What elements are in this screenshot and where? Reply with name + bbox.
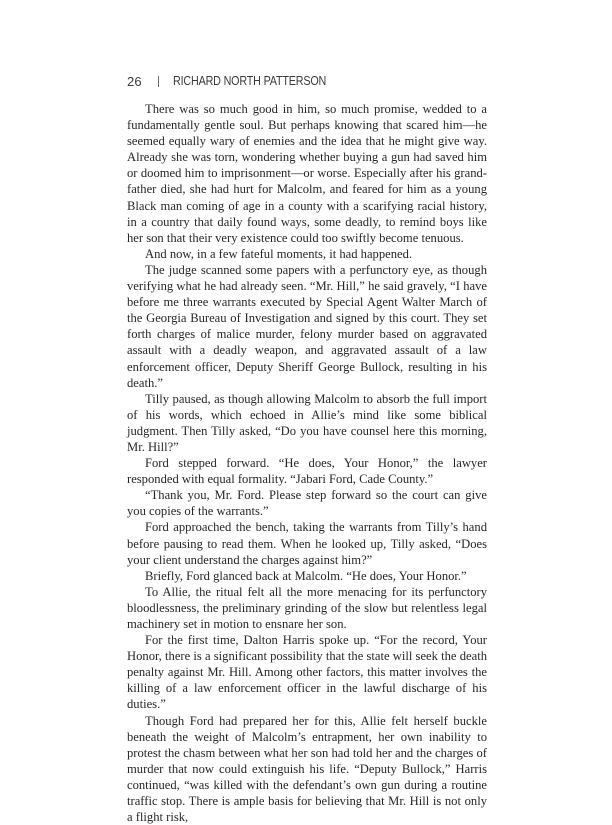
paragraph: Ford stepped forward. “He does, Your Honor,” the lawyer responded with equal formality. “Jabari Ford, Cade County.” — [127, 456, 487, 487]
paragraph: To Allie, the ritual felt all the more menacing for its perfunctory bloodlessness, the preliminary grinding of the slow but relentless legal machinery set in motion to ensnare her son. — [127, 584, 487, 631]
paragraph: Ford approached the bench, taking the warrants from Tilly’s hand before pausing to read them. When he looked up, Tilly asked, “Does your client understand the charges against him?” — [127, 520, 487, 567]
paragraph: Briefly, Ford glanced back at Malcolm. “He does, Your Honor.” — [145, 568, 467, 583]
body-text — [127, 101, 487, 825]
author-name: RICHARD NORTH PATTERSON — [172, 74, 327, 88]
paragraph: The judge scanned some papers with a perfunctory eye, as though verifying what he had already seen. “Mr. Hill,” he said gravely, “I have before me three warrants executed by Special Agent Walter March of the Georgia Bureau of Investigation and signed by this court. They set forth charges of malice murder, felony murder based on aggravated assault with a deadly weapon, and aggravated assault of a law enforcement officer, Deputy Sheriff George Bullock, resulting in his death.” — [127, 262, 487, 390]
paragraph: For the first time, Dalton Harris spoke up. “For the record, Your Honor, there is a significant possibility that the state will seek the death penalty against Mr. Hill. Among other factors, this matter involves the killing of a law enforcement officer in the lawful discharge of his duties.” — [127, 633, 487, 712]
header-separator — [158, 76, 159, 87]
paragraph: And now, in a few fateful moments, it had happened. — [145, 246, 413, 261]
page-number: 26 — [127, 73, 142, 89]
paragraph: Tilly paused, as though allowing Malcolm to absorb the full import of his words, which echoed in Allie’s mind like some biblical judgment. Then Tilly asked, “Do you have counsel here this morning, Mr. Hill?” — [127, 391, 487, 454]
running-head — [127, 72, 351, 90]
paragraph: “Thank you, Mr. Ford. Please step forward so the court can give you copies of the warrants.” — [127, 488, 487, 519]
paragraph: There was so much good in him, so much promise, wedded to a fundamentally gentle soul. But perhaps knowing that scared him—he seemed equally wary of enemies and the idea that he might give way. Already she was torn, wondering whether buying a gun had saved him or doomed him to imprisonment—or worse. Especially after his grandfather died, she had hurt for Malcolm, and feared for him as a young Black man coming of age in a county with a scarifying racial history, in a country that daily found ways, some deadly, to remind boys like her son that their very existence could too swiftly become tenuous. — [127, 102, 487, 245]
paragraph: Though Ford had prepared her for this, Allie felt herself buckle beneath the weight of Malcolm’s entrapment, her own inability to protest the chasm between what her son had told her and the charges of murder that now could extinguish his life. “Deputy Bullock,” Harris continued, “was killed with the defendant’s own gun during a routine traffic stop. There is ample basis for believing that Mr. Hill is not only a flight risk, — [127, 713, 487, 825]
